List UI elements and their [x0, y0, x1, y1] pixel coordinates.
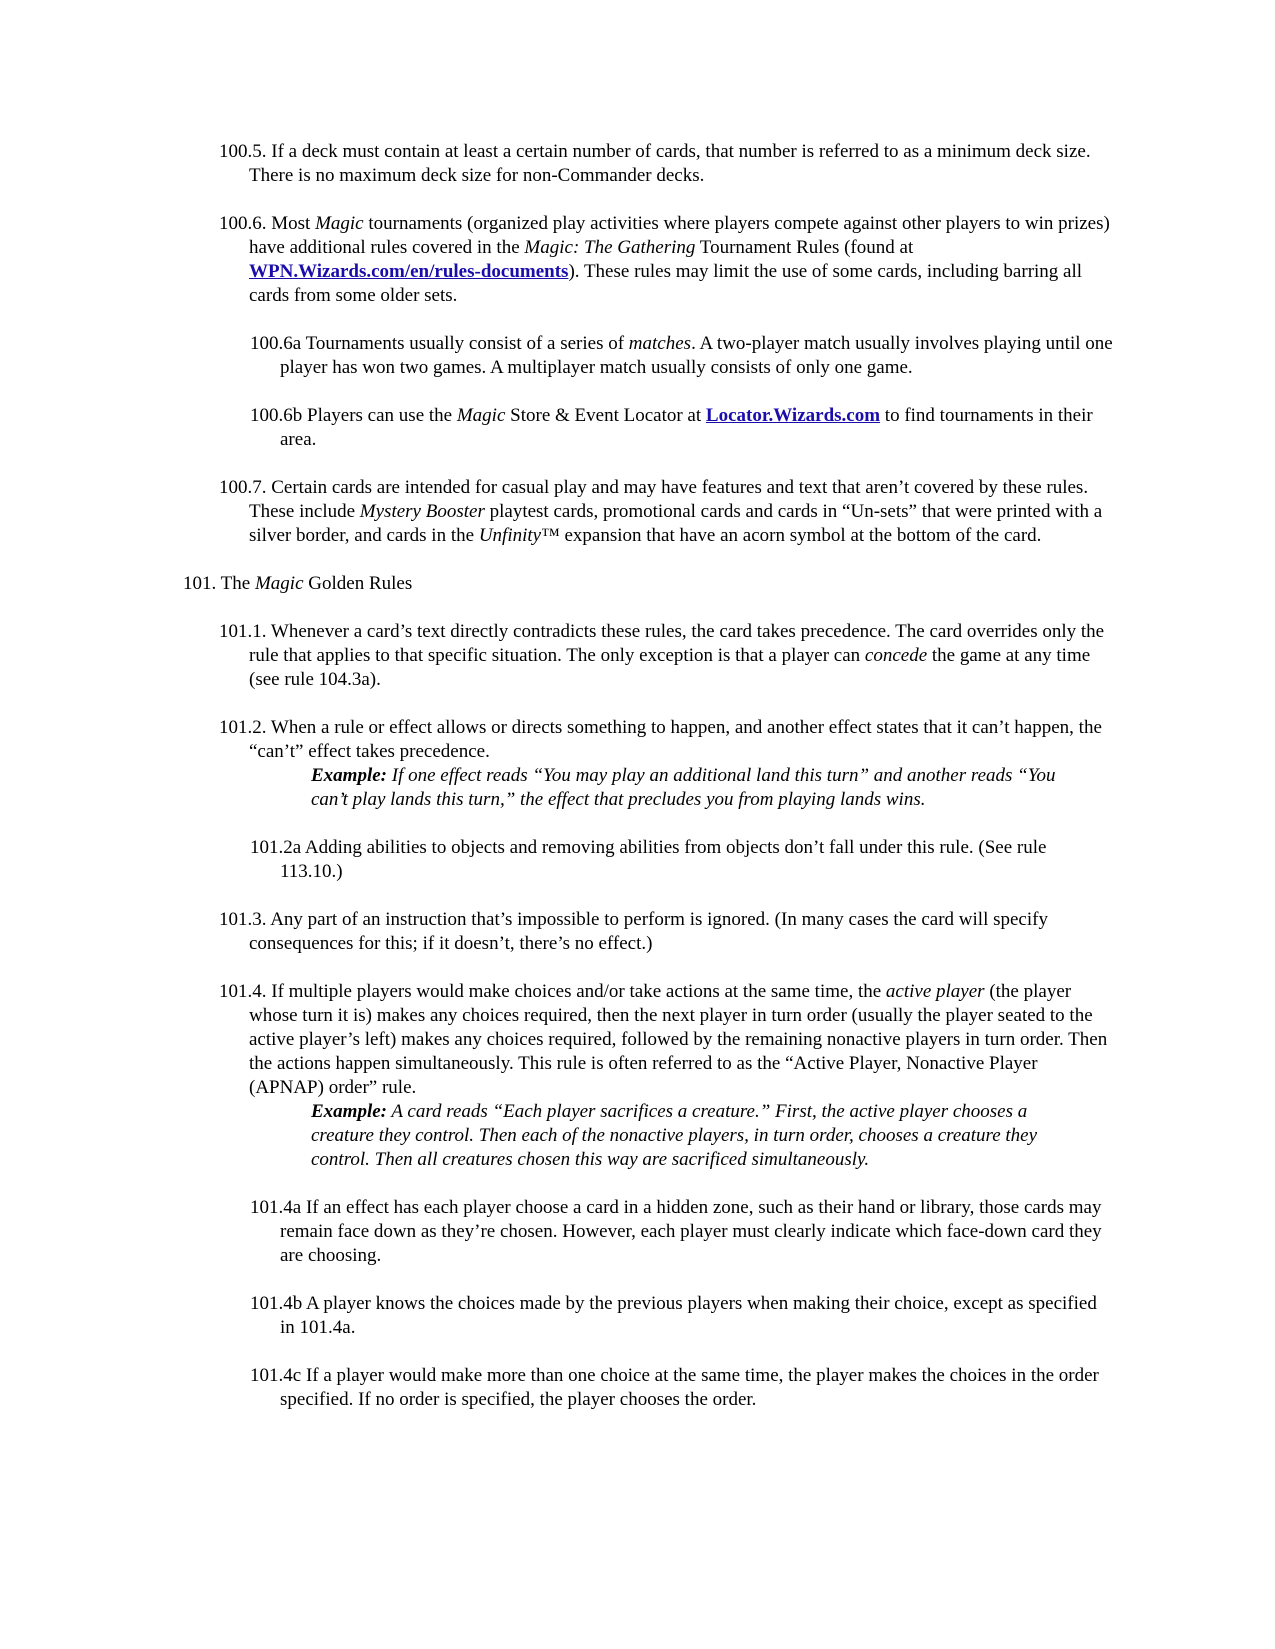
rule-text: Certain cards are intended for casual play and may have features and text that aren’t covered by these rules. These include [249, 477, 1089, 522]
rule-italic: Magic: The Gathering [524, 237, 696, 258]
rule-number: 101.4a [250, 1197, 302, 1218]
rule-number: 100.7. [219, 477, 267, 498]
rule-number: 101. [183, 573, 217, 594]
rule-101-1 [219, 620, 1113, 692]
rule-number: 101.2. [219, 717, 267, 738]
rule-100-6 [219, 212, 1113, 308]
rule-italic: Magic [456, 405, 506, 426]
rule-text: If an effect has each player choose a card in a hidden zone, such as their hand or library, those cards may remain face down as they’re chosen. However, each player must clearly indicate which face-down card they are choosing. [280, 1197, 1102, 1266]
rule-text: If a player would make more than one choice at the same time, the player makes the choices in the order specified. If no order is specified, the player chooses the order. [280, 1365, 1099, 1410]
rule-100-6a [250, 332, 1113, 380]
rule-number: 101.4. [219, 981, 267, 1002]
rule-number: 101.4b [250, 1293, 303, 1314]
rule-101-4-block [0, 980, 1275, 1172]
rule-number: 101.1. [219, 621, 267, 642]
rule-101-2 [219, 716, 1113, 764]
example-label: Example: [311, 1101, 387, 1122]
rule-italic: Unfinity [478, 525, 542, 546]
rule-text: . A two-player match usually involves playing until one player has won two games. A multiplayer match usually consists of only one game. [280, 333, 1113, 378]
rule-101-2-block [0, 716, 1275, 812]
example-text: A card reads “Each player sacrifices a creature.” First, the active player chooses a creature they control. Then each of the nonactive players, in turn order, chooses a creature they control. Then all creatures chosen this way are sacrificed simultaneously. [311, 1101, 1038, 1170]
rule-italic: concede [864, 645, 928, 666]
rule-text: Whenever a card’s text directly contradicts these rules, the card takes precedence. The card overrides only the rule that applies to that specific situation. The only exception is that a player can [249, 621, 1105, 666]
rule-number: 100.6a [250, 333, 302, 354]
rule-101-4c [250, 1364, 1113, 1412]
rule-text: (the player whose turn it is) makes any choices required, then the next player in turn order (usually the player seated to the active player’s left) makes any choices required, followed by the remaining nonactive players in turn order. Then the actions happen simultaneously. This rule is often referred to as the “Active Player, Nonactive Player (APNAP) order” rule. [249, 981, 1108, 1098]
rule-number: 101.3. [219, 909, 267, 930]
rule-text: Any part of an instruction that’s impossible to perform is ignored. (In many cases the card will specify consequences for this; if it doesn’t, there’s no effect.) [249, 909, 1048, 954]
rule-text: the game at any time (see rule 104.3a). [249, 645, 1091, 690]
rule-101-4a [250, 1196, 1113, 1268]
rule-number: 100.6b [250, 405, 303, 426]
rule-text: If multiple players would make choices and/or take actions at the same time, the [271, 981, 886, 1002]
rule-text: Tournament Rules (found at [695, 237, 914, 258]
rules-page [0, 140, 1275, 1436]
rule-example [311, 1100, 1083, 1172]
rule-text: Tournaments usually consist of a series of [305, 333, 629, 354]
rule-italic: matches [628, 333, 692, 354]
rule-100-6b [250, 404, 1113, 452]
rule-101-4b [250, 1292, 1113, 1340]
rule-number: 101.2a [250, 837, 302, 858]
rule-italic: Mystery Booster [359, 501, 485, 522]
rule-100-7 [219, 476, 1113, 548]
rule-101-4 [219, 980, 1113, 1100]
rule-text: The [220, 573, 255, 594]
rule-text: Golden Rules [303, 573, 413, 594]
rule-text: Store & Event Locator at [505, 405, 706, 426]
rule-text: to find tournaments in their area. [280, 405, 1093, 450]
rule-text: ™ expansion that have an acorn symbol at the bottom of the card. [541, 525, 1042, 546]
rule-text: Adding abilities to objects and removing abilities from objects don’t fall under this rule. (See rule 113.10.) [280, 837, 1047, 882]
rule-number: 101.4c [250, 1365, 302, 1386]
rule-italic: Magic [254, 573, 304, 594]
rule-text: When a rule or effect allows or directs something to happen, and another effect states that it can’t happen, the “can’t” effect takes precedence. [249, 717, 1102, 762]
example-label: Example: [311, 765, 387, 786]
example-text: If one effect reads “You may play an additional land this turn” and another reads “You can’t play lands this turn,” the effect that precludes you from playing lands wins. [311, 765, 1056, 810]
rule-text: If a deck must contain at least a certain number of cards, that number is referred to as a minimum deck size. There is no maximum deck size for non-Commander decks. [249, 141, 1091, 186]
rule-text: Players can use the [307, 405, 457, 426]
rule-number: 100.5. [219, 141, 267, 162]
locator-link[interactable]: Locator.Wizards.com [705, 405, 881, 426]
rule-italic: Magic [315, 213, 364, 234]
rule-italic: active player [885, 981, 985, 1002]
rule-text: A player knows the choices made by the previous players when making their choice, except as specified in 101.4a. [280, 1293, 1097, 1338]
rule-text: tournaments (organized play activities where players compete against other players to win prizes) have additional rules covered in the [249, 213, 1110, 258]
rule-example [311, 764, 1083, 812]
rule-101-3 [219, 908, 1113, 956]
rule-101-2a [250, 836, 1113, 884]
rule-101-heading [183, 572, 1113, 596]
rule-text: ). These rules may limit the use of some cards, including barring all cards from some older sets. [249, 261, 1083, 306]
rule-number: 100.6. [219, 213, 267, 234]
rule-100-5 [219, 140, 1113, 188]
rule-text: playtest cards, promotional cards and cards in “Un-sets” that were printed with a silver border, and cards in the [249, 501, 1103, 546]
wpn-rules-documents-link[interactable]: WPN.Wizards.com/en/rules-documents [249, 261, 569, 282]
rule-text: Most [271, 213, 316, 234]
